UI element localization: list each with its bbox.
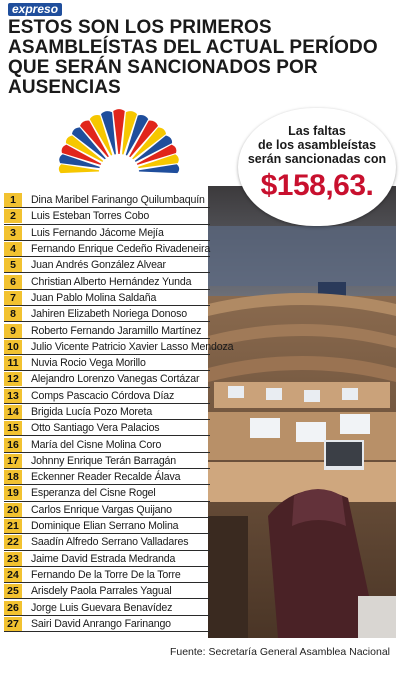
member-number-badge: 6 bbox=[4, 275, 22, 289]
member-row bbox=[4, 436, 210, 452]
member-name: Sairi David Anrango Farinango bbox=[31, 617, 171, 630]
member-name: Luis Fernando Jácome Mejía bbox=[31, 226, 164, 239]
member-row bbox=[4, 551, 210, 567]
member-row bbox=[4, 485, 210, 501]
member-number-badge: 16 bbox=[4, 438, 22, 452]
member-name: Julio Vicente Patricio Xavier Lasso Mendoza bbox=[31, 340, 234, 353]
member-number-badge: 14 bbox=[4, 405, 22, 419]
asamblea-nacional-logo bbox=[36, 102, 202, 178]
member-name: Johnny Enrique Terán Barragán bbox=[31, 454, 177, 467]
member-number-badge: 2 bbox=[4, 209, 22, 223]
member-name: Eckenner Reader Recalde Álava bbox=[31, 471, 181, 484]
member-number-badge: 13 bbox=[4, 389, 22, 403]
member-name: Dominique Elian Serrano Molina bbox=[31, 520, 179, 533]
member-number-badge: 20 bbox=[4, 503, 22, 517]
sanctioned-members-list bbox=[4, 192, 234, 632]
member-name: María del Cisne Molina Coro bbox=[31, 438, 162, 451]
member-name: Carlos Enrique Vargas Quijano bbox=[31, 503, 172, 516]
member-number-badge: 11 bbox=[4, 356, 22, 370]
member-number-badge: 1 bbox=[4, 193, 22, 207]
member-number-badge: 15 bbox=[4, 421, 22, 435]
member-number-badge: 24 bbox=[4, 568, 22, 582]
member-row bbox=[4, 583, 210, 599]
member-row bbox=[4, 257, 210, 273]
member-number-badge: 12 bbox=[4, 372, 22, 386]
member-row bbox=[4, 518, 210, 534]
member-row bbox=[4, 599, 210, 615]
member-name: Roberto Fernando Jaramillo Martínez bbox=[31, 324, 202, 337]
member-number-badge: 10 bbox=[4, 340, 22, 354]
member-row bbox=[4, 355, 210, 371]
member-number-badge: 19 bbox=[4, 486, 22, 500]
member-number-badge: 22 bbox=[4, 535, 22, 549]
member-row bbox=[4, 616, 210, 632]
member-row bbox=[4, 371, 210, 387]
member-row bbox=[4, 469, 210, 485]
member-number-badge: 4 bbox=[4, 242, 22, 256]
member-row bbox=[4, 404, 210, 420]
member-row bbox=[4, 225, 210, 241]
member-row bbox=[4, 567, 210, 583]
member-name: Juan Andrés González Alvear bbox=[31, 259, 166, 272]
member-name: Esperanza del Cisne Rogel bbox=[31, 487, 156, 500]
member-name: Arisdely Paola Parrales Yagual bbox=[31, 585, 172, 598]
member-name: Brigida Lucía Pozo Moreta bbox=[31, 406, 153, 418]
member-number-badge: 21 bbox=[4, 519, 22, 533]
member-name: Nuvia Rocio Vega Morillo bbox=[31, 357, 146, 370]
fine-callout bbox=[238, 108, 396, 226]
member-number-badge: 3 bbox=[4, 226, 22, 240]
member-row bbox=[4, 322, 210, 338]
member-name: Jahiren Elizabeth Noriega Donoso bbox=[31, 308, 187, 321]
member-number-badge: 18 bbox=[4, 470, 22, 484]
brand-logo: expreso bbox=[8, 3, 62, 16]
member-row bbox=[4, 290, 210, 306]
member-name: Fernando De la Torre De la Torre bbox=[31, 568, 181, 581]
member-row bbox=[4, 420, 210, 436]
member-row bbox=[4, 241, 210, 257]
member-name: Luis Esteban Torres Cobo bbox=[31, 210, 150, 223]
member-row bbox=[4, 388, 210, 404]
member-number-badge: 23 bbox=[4, 552, 22, 566]
member-row bbox=[4, 306, 210, 322]
member-name: Jorge Luis Guevara Benavídez bbox=[31, 601, 173, 614]
source-credit: Fuente: Secretaría General Asamblea Nacional bbox=[169, 646, 390, 658]
member-name: Saadín Alfredo Serrano Valladares bbox=[31, 536, 189, 549]
member-number-badge: 17 bbox=[4, 454, 22, 468]
member-name: Fernando Enrique Cedeño Rivadeneira bbox=[31, 243, 211, 256]
member-number-badge: 25 bbox=[4, 584, 22, 598]
fine-amount: $158,63. bbox=[260, 169, 374, 202]
member-row bbox=[4, 453, 210, 469]
callout-text: Las faltas de los asambleístas serán sancionadas con bbox=[247, 124, 387, 166]
member-number-badge: 9 bbox=[4, 324, 22, 338]
member-row bbox=[4, 339, 234, 355]
member-number-badge: 5 bbox=[4, 258, 22, 272]
member-name: Jaime David Estrada Medranda bbox=[31, 552, 176, 565]
member-number-badge: 7 bbox=[4, 291, 22, 305]
member-number-badge: 26 bbox=[4, 601, 22, 615]
member-name: Comps Pascacio Córdova Díaz bbox=[31, 389, 175, 402]
member-name: Juan Pablo Molina Saldaña bbox=[31, 291, 157, 304]
member-name: Otto Santiago Vera Palacios bbox=[31, 422, 160, 435]
member-number-badge: 27 bbox=[4, 617, 22, 631]
member-name: Dina Maribel Farinango Quilumbaquín bbox=[31, 194, 205, 207]
assembly-chamber-photo bbox=[208, 186, 396, 638]
member-name: Alejandro Lorenzo Vanegas Cortázar bbox=[31, 373, 200, 386]
member-row bbox=[4, 192, 210, 208]
member-row bbox=[4, 534, 210, 550]
member-row bbox=[4, 273, 210, 289]
member-number-badge: 8 bbox=[4, 307, 22, 321]
headline: ESTOS SON LOS PRIMEROS ASAMBLEÍSTAS DEL ACTUAL PERÍODO QUE SERÁN SANCIONADOS POR AUSENCIAS bbox=[8, 17, 378, 98]
member-name: Christian Alberto Hernández Yunda bbox=[31, 275, 192, 288]
member-row bbox=[4, 502, 210, 518]
member-row bbox=[4, 208, 210, 224]
